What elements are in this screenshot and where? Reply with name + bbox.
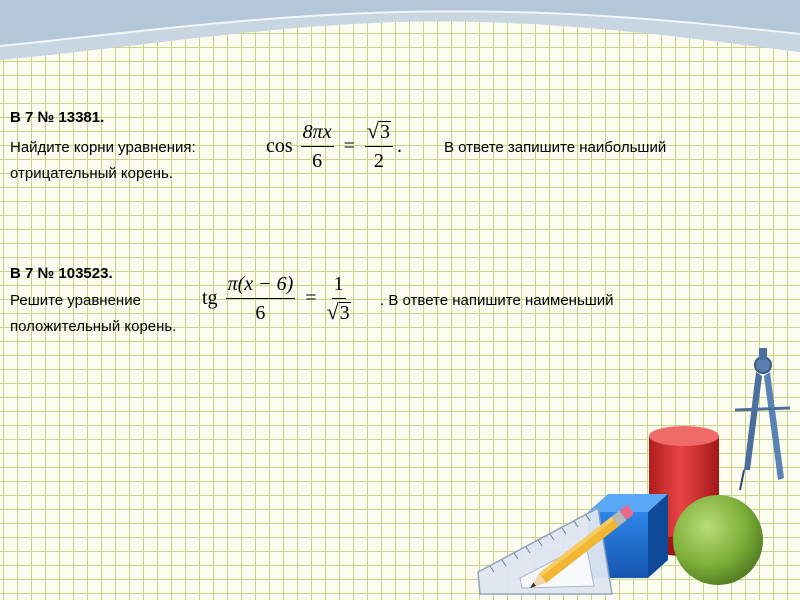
formula-rhs-numerator: 1	[332, 272, 346, 299]
compass-icon	[735, 348, 790, 490]
problem-2-title: В 7 № 103523.	[10, 265, 113, 282]
formula-equals: =	[343, 135, 355, 157]
formula-rhs-denominator: 2	[373, 150, 384, 172]
formula-numerator: 8πx	[301, 120, 334, 147]
problem-2-text-line2: положительный корень.	[10, 318, 177, 335]
sphere-icon	[673, 495, 763, 585]
problem-2-text-before: Решите уравнение	[10, 292, 141, 309]
formula-function: tg	[202, 287, 218, 309]
formula-numerator: π(x − 6)	[226, 272, 296, 299]
formula-equals: =	[305, 287, 317, 309]
problem-1-title: В 7 № 13381.	[10, 109, 105, 126]
problem-1-text-before: Найдите корни уравнения:	[10, 139, 196, 156]
sqrt-symbol: √ 3	[326, 299, 350, 324]
sqrt-symbol: √ 3	[366, 118, 390, 143]
problem-2-text-after: . В ответе напишите наименьший	[380, 292, 614, 309]
formula-function: cos	[266, 135, 293, 157]
problem-1-text-line2: отрицательный корень.	[10, 165, 173, 182]
formula-denominator: 6	[312, 150, 323, 172]
formula-denominator: 6	[255, 302, 266, 324]
problem-1-text-after: В ответе запишите наибольший	[444, 139, 667, 156]
formula-period: .	[396, 135, 402, 157]
